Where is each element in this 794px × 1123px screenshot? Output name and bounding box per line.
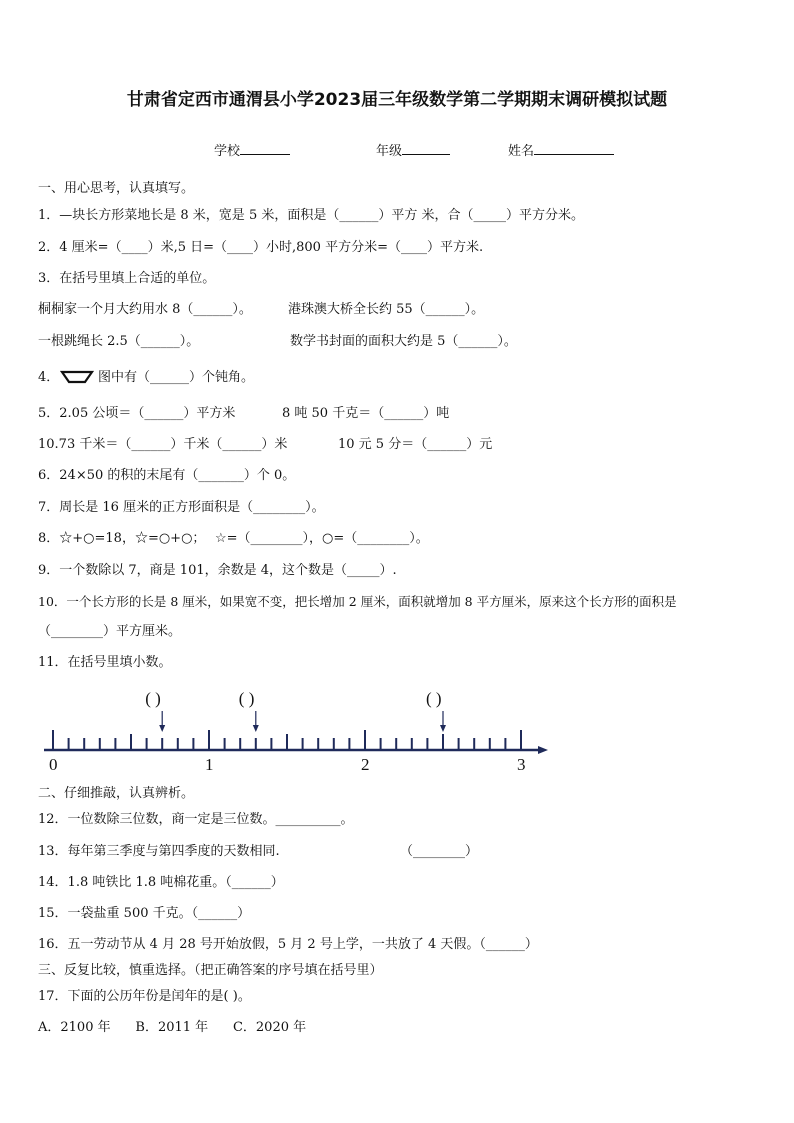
question-16: 16．五一劳动节从 4 月 28 号开始放假，5 月 2 号上学，一共放了 4 天假。（______）: [38, 937, 538, 952]
question-15: 15．一袋盐重 500 千克。（______）: [38, 906, 251, 921]
question-1: 1．—块长方形菜地长是 8 米，宽是 5 米，面积是（______）平方 米，合（_____）平方分米。: [38, 208, 584, 223]
trapezoid-figure: [60, 369, 94, 385]
question-17: 17．下面的公历年份是闰年的是( )。: [38, 989, 251, 1004]
tick-label: 3: [517, 755, 526, 774]
question-4: 图中有（______）个钝角。: [98, 370, 255, 385]
answer-bracket: ( ): [426, 689, 442, 708]
tick-label: 1: [205, 755, 214, 774]
question-10-line1: 10．一个长方形的长是 8 厘米，如果宽不变，把长增加 2 厘米，面积就增加 8 平方厘米，原来这个长方形的面积是: [38, 594, 677, 609]
question-7: 7．周长是 16 厘米的正方形面积是（________）。: [38, 500, 325, 515]
question-2: 2．4 厘米=（____）米,5 日=（____）小时,800 平方分米=（____）平方米.: [38, 240, 484, 255]
pointer-arrow-head: [253, 725, 259, 732]
pointer-arrow-head: [159, 725, 165, 732]
question-13: 13．每年第三季度与第四季度的天数相同.: [38, 844, 280, 859]
tick-label: 0: [49, 755, 58, 774]
page-title: 甘肃省定西市通渭县小学2023届三年级数学第二学期期末调研模拟试题: [126, 90, 668, 110]
question-3: 3．在括号里填上合适的单位。: [38, 271, 216, 286]
question-13-answer: （________）: [400, 844, 479, 859]
answer-bracket: ( ): [238, 689, 255, 708]
question-3b: 港珠澳大桥全长约 55（______）。: [288, 302, 485, 317]
number-line: [0, 680, 794, 780]
question-3a: 桐桐家一个月大约用水 8（______）。: [38, 302, 252, 317]
school-blank: [240, 142, 290, 155]
school-label: 学校: [214, 144, 241, 159]
number-line-arrow: [538, 746, 548, 754]
question-17-options: A．2100 年 B．2011 年 C．2020 年: [38, 1020, 307, 1035]
question-5c: 10.73 千米＝（______）千米（______）米: [38, 437, 288, 452]
question-12: 12．一位数除三位数，商一定是三位数。__________。: [38, 812, 354, 827]
pointer-arrow-head: [440, 725, 446, 732]
grade-blank: [402, 142, 450, 155]
section-2-heading: 二、仔细推敲，认真辨析。: [38, 786, 195, 801]
question-6: 6．24×50 的积的末尾有（_______）个 0。: [38, 468, 296, 483]
student-info: [214, 142, 290, 160]
question-14: 14．1.8 吨铁比 1.8 吨棉花重。（______）: [38, 875, 284, 890]
section-1-heading: 一、用心思考，认真填写。: [38, 181, 195, 196]
question-10-line2: （________）平方厘米。: [38, 624, 182, 639]
question-9: 9．一个数除以 7，商是 101，余数是 4，这个数是（_____）.: [38, 563, 397, 578]
question-3d: 数学书封面的面积大约是 5（______）。: [290, 334, 517, 349]
question-3c: 一根跳绳长 2.5（______）。: [38, 334, 200, 349]
name-blank: [534, 142, 614, 155]
question-5d: 10 元 5 分＝（______）元: [338, 437, 493, 452]
question-8a: 8．☆+○=18，☆=○+○；: [38, 531, 206, 546]
tick-label: 2: [361, 755, 370, 774]
grade-info: [376, 142, 450, 160]
question-11: 11．在括号里填小数。: [38, 655, 172, 670]
name-info: [508, 142, 614, 160]
question-8b: ☆=（________），○=（________）。: [215, 531, 429, 546]
question-5a: 5．2.05 公顷＝（______）平方米: [38, 406, 236, 421]
name-label: 姓名: [508, 144, 535, 159]
answer-bracket: ( ): [145, 689, 161, 708]
question-4-number: 4．: [38, 370, 60, 385]
grade-label: 年级: [376, 144, 403, 159]
question-5b: 8 吨 50 千克＝（______）吨: [282, 406, 450, 421]
section-3-heading: 三、反复比较，慎重选择。（把正确答案的序号填在括号里）: [38, 963, 383, 978]
